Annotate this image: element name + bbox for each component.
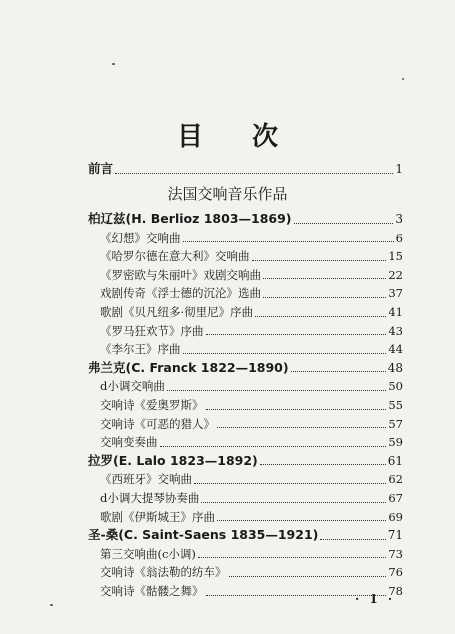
entry-label: 歌剧《贝凡纽多·彻里尼》序曲 — [100, 305, 254, 319]
leader-dots — [263, 268, 386, 279]
toc-entry-work[interactable] — [100, 284, 403, 302]
entry-page-number: 22 — [388, 267, 403, 282]
leader-dots — [115, 163, 393, 174]
toc-entry-work[interactable] — [100, 303, 403, 321]
leader-dots — [255, 306, 386, 317]
entry-label: d小调大提琴协奏曲 — [100, 491, 200, 505]
page-title: 目 次 — [176, 122, 299, 152]
leader-dots — [217, 510, 386, 521]
entry-page-number: 59 — [388, 435, 403, 450]
paper-speck — [50, 604, 53, 606]
entry-page-number: 73 — [388, 546, 403, 561]
toc-entry-work[interactable] — [100, 563, 403, 581]
toc-entry-work[interactable] — [100, 322, 403, 340]
entry-label: 柏辽兹(H. Berlioz 1803—1869) — [88, 211, 292, 226]
preface-label: 前言 — [88, 161, 114, 176]
entry-label: 交响诗《爱奥罗斯》 — [100, 398, 204, 412]
toc-entry-work[interactable] — [100, 229, 403, 247]
leader-dots — [201, 492, 386, 503]
entry-label: 圣-桑(C. Saint-Saens 1835—1921) — [88, 527, 319, 543]
toc-entry-work[interactable] — [100, 470, 403, 488]
entry-label: 戏剧传奇《浮士德的沉沦》选曲 — [100, 286, 261, 301]
leader-dots — [167, 380, 386, 391]
leader-dots — [294, 213, 394, 224]
entry-label: 《罗密欧与朱丽叶》戏剧交响曲 — [100, 267, 261, 282]
toc-entry-composer[interactable] — [88, 452, 403, 470]
toc-entry-work[interactable] — [100, 508, 403, 526]
entry-label: 歌剧《伊斯城王》序曲 — [100, 509, 215, 524]
entry-label: 交响变奏曲 — [100, 435, 158, 450]
leader-dots — [229, 566, 387, 577]
leader-dots — [194, 473, 386, 484]
leader-dots — [320, 529, 385, 540]
leader-dots — [183, 343, 387, 354]
entry-page-number: 44 — [388, 342, 403, 357]
toc-entry-work[interactable] — [100, 415, 403, 433]
leader-dots — [252, 250, 387, 261]
toc-entry-work[interactable] — [100, 545, 403, 563]
leader-dots — [160, 436, 387, 447]
entry-page-number: 43 — [388, 323, 403, 338]
entry-label: 交响诗《骷髅之舞》 — [100, 584, 204, 598]
entry-label: 《李尔王》序曲 — [100, 342, 181, 357]
toc-entry-work[interactable] — [100, 377, 403, 395]
leader-dots — [291, 361, 386, 372]
paper-speck — [112, 63, 115, 65]
entry-page-number: 67 — [388, 491, 403, 505]
entry-label: 拉罗(E. Lalo 1823—1892) — [88, 452, 258, 468]
entry-label: 弗兰克(C. Franck 1822—1890) — [88, 359, 289, 375]
paper-speck — [402, 78, 404, 80]
entry-label: 《罗马狂欢节》序曲 — [100, 323, 204, 338]
entry-page-number: 69 — [388, 509, 403, 524]
entry-page-number: 15 — [388, 249, 403, 264]
preface-page: 1 — [395, 162, 403, 176]
toc-entry-work[interactable] — [100, 247, 403, 265]
leader-dots — [198, 547, 386, 558]
entry-page-number: 6 — [395, 230, 403, 245]
leader-dots — [206, 324, 387, 335]
toc-entry-work[interactable] — [100, 433, 403, 451]
entry-label: 交响诗《可恶的猎人》 — [100, 416, 215, 431]
entry-page-number: 78 — [388, 584, 403, 598]
toc-entry-work[interactable] — [100, 340, 403, 358]
entry-page-number: 76 — [388, 565, 403, 580]
section-title: 法国交响音乐作品 — [167, 185, 288, 203]
entry-label: 《哈罗尔德在意大利》交响曲 — [100, 249, 250, 264]
page-number-footer: · 1 · — [355, 592, 396, 606]
entry-label: 《西班牙》交响曲 — [100, 472, 192, 487]
leader-dots — [183, 231, 394, 242]
toc-entry-composer[interactable] — [88, 359, 403, 377]
entry-page-number: 41 — [388, 305, 403, 319]
entry-page-number: 61 — [387, 453, 403, 468]
entry-page-number: 57 — [388, 416, 403, 431]
toc-entry-work[interactable] — [100, 489, 403, 507]
entry-page-number: 71 — [387, 528, 403, 543]
leader-dots — [217, 417, 386, 428]
toc-entry-work[interactable] — [100, 266, 403, 284]
leader-dots — [260, 454, 386, 465]
entry-label: d小调交响曲 — [100, 379, 165, 394]
toc-entry-preface[interactable] — [88, 160, 403, 178]
toc-entry-composer[interactable] — [88, 210, 403, 228]
toc-entry-work[interactable] — [100, 396, 403, 414]
entry-page-number: 50 — [388, 379, 403, 394]
entry-page-number: 62 — [388, 472, 403, 487]
entry-page-number: 48 — [387, 360, 403, 375]
entry-label: 《幻想》交响曲 — [100, 230, 181, 245]
entry-page-number: 55 — [388, 398, 403, 412]
leader-dots — [263, 287, 386, 298]
entry-label: 第三交响曲(c小调) — [100, 546, 196, 561]
entry-page-number: 3 — [395, 212, 403, 226]
entry-label: 交响诗《翁法勒的纺车》 — [100, 565, 227, 580]
leader-dots — [206, 399, 387, 410]
toc-entry-composer[interactable] — [88, 526, 403, 544]
entry-page-number: 37 — [388, 286, 403, 301]
